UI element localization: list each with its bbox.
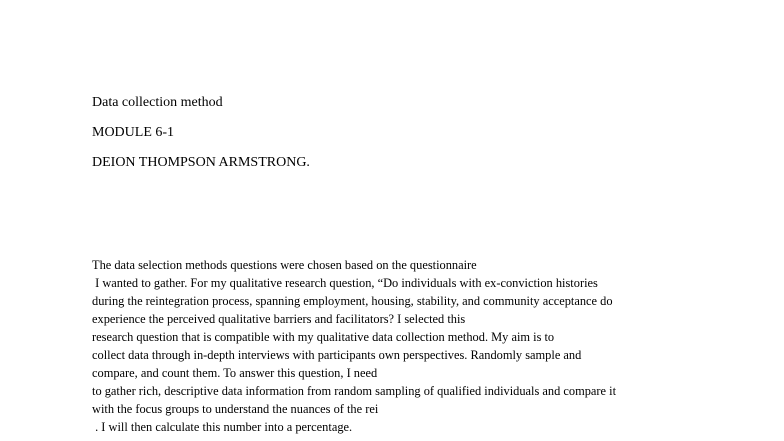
body-line: . I will then calculate this number into a percentage. <box>92 420 353 434</box>
body-line: during the reintegration process, spanning employment, housing, stability, and community acceptance do <box>92 294 613 308</box>
body-line: The data selection methods questions were chosen based on the questionnaire <box>92 258 477 272</box>
module-label: MODULE 6-1 <box>92 125 175 140</box>
body-line: with the focus groups to understand the nuances of the rei <box>92 402 379 416</box>
body-line: compare, and count them. To answer this question, I need <box>92 366 378 380</box>
document-title: Data collection method <box>92 95 223 110</box>
body-line: to gather rich, descriptive data information from random sampling of qualified individuals and compare it <box>92 384 617 398</box>
body-line: I wanted to gather. For my qualitative research question, “Do individuals with ex-conviction histories <box>92 276 598 290</box>
body-line: experience the perceived qualitative barriers and facilitators? I selected this <box>92 312 466 326</box>
body-paragraph <box>92 256 712 436</box>
author-name: DEION THOMPSON ARMSTRONG. <box>92 155 310 170</box>
body-line: collect data through in-depth interviews with participants own perspectives. Randomly sample and <box>92 348 582 362</box>
body-line: research question that is compatible with my qualitative data collection method. My aim is to <box>92 330 555 344</box>
